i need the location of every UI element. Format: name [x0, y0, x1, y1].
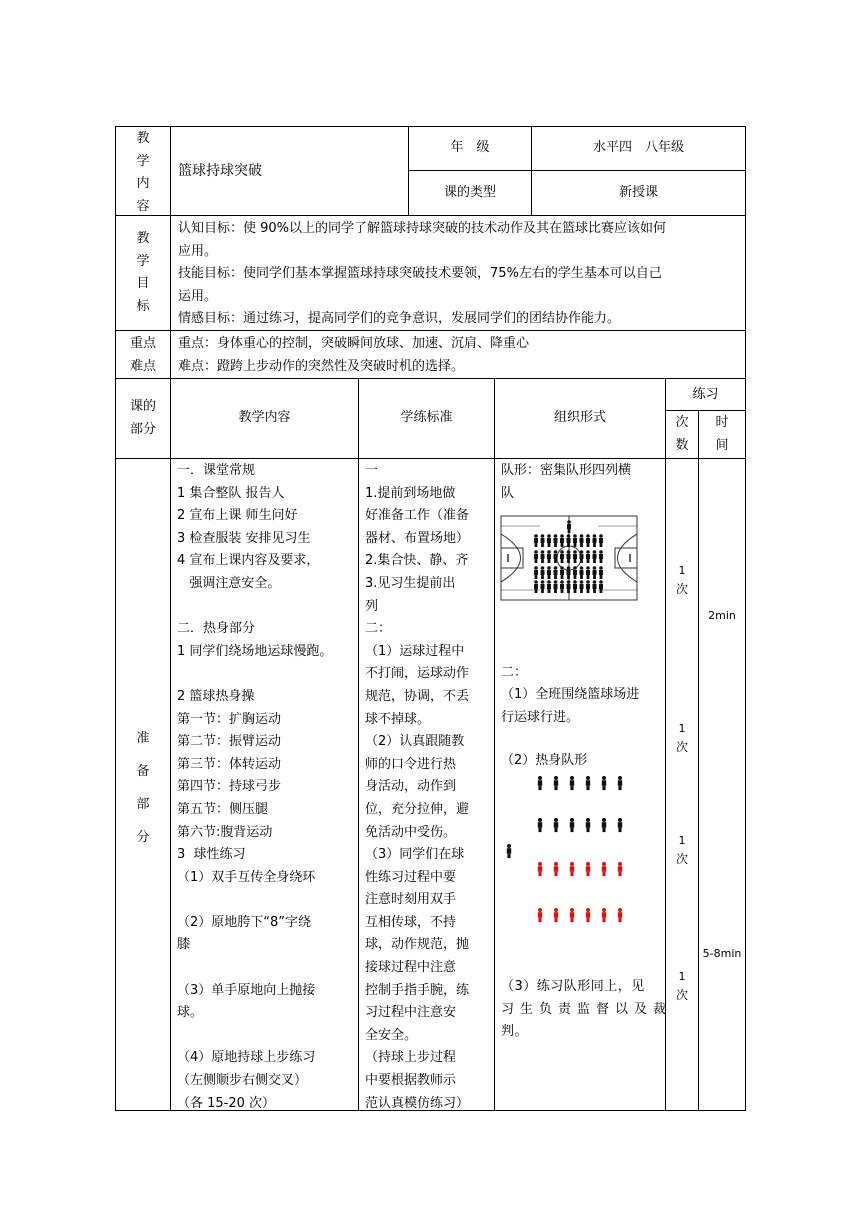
student-figure [618, 776, 622, 790]
col-header-part: 课的 部分 [129, 399, 156, 437]
times-2: 1 次 [675, 722, 688, 754]
student-figure [570, 862, 574, 876]
student-figure [538, 776, 542, 790]
goals-label: 教 学 目 标 [136, 231, 150, 314]
student-figure [618, 908, 622, 922]
student-figure [547, 580, 551, 593]
student-figure [593, 580, 597, 593]
col-header-practice: 练习 [692, 387, 719, 402]
student-figure [599, 580, 603, 593]
table-border-right [745, 126, 746, 1111]
student-figure [534, 534, 538, 547]
student-figure [567, 566, 571, 579]
court-player-group [534, 520, 603, 593]
student-figure [541, 550, 545, 563]
student-figure [554, 566, 558, 579]
student-figure [573, 580, 577, 593]
row-divider-grade [408, 170, 745, 171]
grade-value: 水平四 八年级 [592, 140, 684, 155]
col-divider-label [170, 126, 171, 1111]
student-figure [541, 534, 545, 547]
student-figure [599, 566, 603, 579]
student-figure [567, 550, 571, 563]
student-figure [554, 862, 558, 876]
student-figure [534, 580, 538, 593]
row-divider-practice [665, 410, 745, 411]
student-figure [541, 580, 545, 593]
table-border-top [115, 126, 745, 127]
student-figure [547, 550, 551, 563]
student-figure [554, 908, 558, 922]
student-figure [567, 534, 571, 547]
student-figure [541, 566, 545, 579]
student-figure [593, 550, 597, 563]
org-mid-label: 二： [501, 665, 528, 680]
basketball-court-diagram [500, 512, 638, 604]
student-figure [538, 862, 542, 876]
col-header-organization: 组织形式 [553, 410, 606, 425]
section-standard: 一 1.提前到场地做 好准备工作（准备 器材、布置场地） 2.集合快、静、齐 3.见习生提前出 列 二： （1）运球过程中 不打闹，运球动作 规范，协调，不丢 球不掉球。 （2）认真跟随教 师的口令进行热 身活动，动作到 位，充分拉伸，避 免活动中受伤。 （3）同学们在球 性练习过程中要 注意时刻用双手 互相传球，不持 球，动作规范，抛 接球过程中注意 控制手指手腕，练 习过程中注意安 全安全。 （持球上步过程 中要根据教师示 范认真模仿练习） [365, 463, 470, 1111]
duration-1: 2min [708, 609, 736, 622]
student-figure [538, 818, 542, 832]
student-figure [570, 776, 574, 790]
duration-2: 5-8min [702, 947, 742, 960]
student-figure [554, 818, 558, 832]
student-figure [593, 534, 597, 547]
section-label: 准 备 部 分 [136, 731, 150, 845]
col-header-times: 次 数 [675, 415, 689, 453]
student-figure [586, 580, 590, 593]
warmup-figure-group [507, 776, 622, 922]
org-dribble-text: （1）全班围绕篮球场进 行运球行进。 [501, 687, 640, 725]
student-figure [547, 566, 551, 579]
keypoints-text: 重点：身体重心的控制，突破瞬间放球、加速、沉肩、降重心 难点：蹬跨上步动作的突然性及突破时机的选择。 [178, 336, 530, 374]
section-content: 一．课堂常规 1 集合整队 报告人 2 宣布上课 师生问好 3 检查服装 安排见习生 4 宣布上课内容及要求， 强调注意安全。 二．热身部分 1 同学们绕场地运球慢跑。 2 篮球热身操 第一节：扩胸运动 第二节：振臂运动 第三节：体转运动 第四节：持球弓步 第五节：侧压腿 第六节:腹背运动 3 球性练习 （1）双手互传全身绕环 （2）原地胯下“8”字绕 膝 （3）单手原地向上抛接 球。 （4）原地持球上步练习 （左侧顺步右侧交叉） （各 15-20 次） [177, 463, 333, 1111]
student-figure [538, 908, 542, 922]
col-divider-standard [494, 378, 495, 1111]
student-figure [560, 580, 564, 593]
student-figure [573, 566, 577, 579]
col-header-duration: 时 间 [715, 415, 729, 453]
student-figure [567, 520, 571, 533]
org-warmup-label: （2）热身队形 [501, 753, 588, 768]
student-figure [560, 550, 564, 563]
col-divider-times [698, 410, 699, 1111]
student-figure [586, 776, 590, 790]
student-figure [573, 534, 577, 547]
student-figure [618, 818, 622, 832]
student-figure [567, 580, 571, 593]
student-figure [602, 776, 606, 790]
student-figure [554, 580, 558, 593]
lesson-topic: 篮球持球突破 [178, 163, 262, 179]
student-figure [586, 908, 590, 922]
student-figure [570, 908, 574, 922]
student-figure [618, 862, 622, 876]
col-divider-content [358, 378, 359, 1111]
student-figure [560, 566, 564, 579]
row-divider-header-bottom [115, 215, 745, 216]
student-figure [599, 534, 603, 547]
keypoints-label: 重点 难点 [129, 336, 156, 374]
student-figure [570, 818, 574, 832]
student-figure [586, 818, 590, 832]
grade-label: 年 级 [450, 140, 490, 155]
student-figure [602, 862, 606, 876]
student-figure [586, 566, 590, 579]
student-figure [580, 534, 584, 547]
student-figure [573, 550, 577, 563]
student-figure [586, 534, 590, 547]
row-divider-colheader-bottom [115, 458, 745, 459]
student-figure [599, 550, 603, 563]
col-header-content: 教学内容 [238, 410, 291, 425]
student-figure [586, 550, 590, 563]
org-formation-text: 队形：密集队形四列横 队 [501, 463, 632, 501]
student-figure [547, 534, 551, 547]
student-figure [580, 566, 584, 579]
student-figure [586, 862, 590, 876]
goals-text: 认知目标：使 90%以上的同学了解篮球持球突破的技术动作及其在篮球比赛应该如何 应用。 技能目标：使同学们基本掌握篮球持球突破技术要领，75%左右的学生基本可以自己 运用。 情感目标：通过练习，提高同学们的竞争意识，发展同学们的团结协作能力。 [178, 221, 667, 327]
student-figure [507, 844, 511, 858]
lesson-type-value: 新授课 [618, 185, 658, 200]
student-figure [534, 550, 538, 563]
student-figure [534, 566, 538, 579]
lesson-type-label: 课的类型 [443, 185, 496, 200]
student-figure [593, 566, 597, 579]
times-3: 1 次 [675, 834, 688, 866]
teaching-content-label: 教 学 内 容 [136, 131, 150, 214]
student-figure [554, 534, 558, 547]
student-figure [602, 908, 606, 922]
student-figure [580, 580, 584, 593]
student-figure [602, 818, 606, 832]
col-header-standard: 学练标准 [400, 410, 453, 425]
org-practice-text: （3）练习队形同上，见 习生负责监督以及裁 判。 [501, 979, 673, 1040]
warmup-formation-diagram [500, 774, 630, 924]
student-figure [554, 776, 558, 790]
times-4: 1 次 [675, 970, 688, 1002]
student-figure [560, 534, 564, 547]
times-1: 1 次 [675, 564, 688, 596]
